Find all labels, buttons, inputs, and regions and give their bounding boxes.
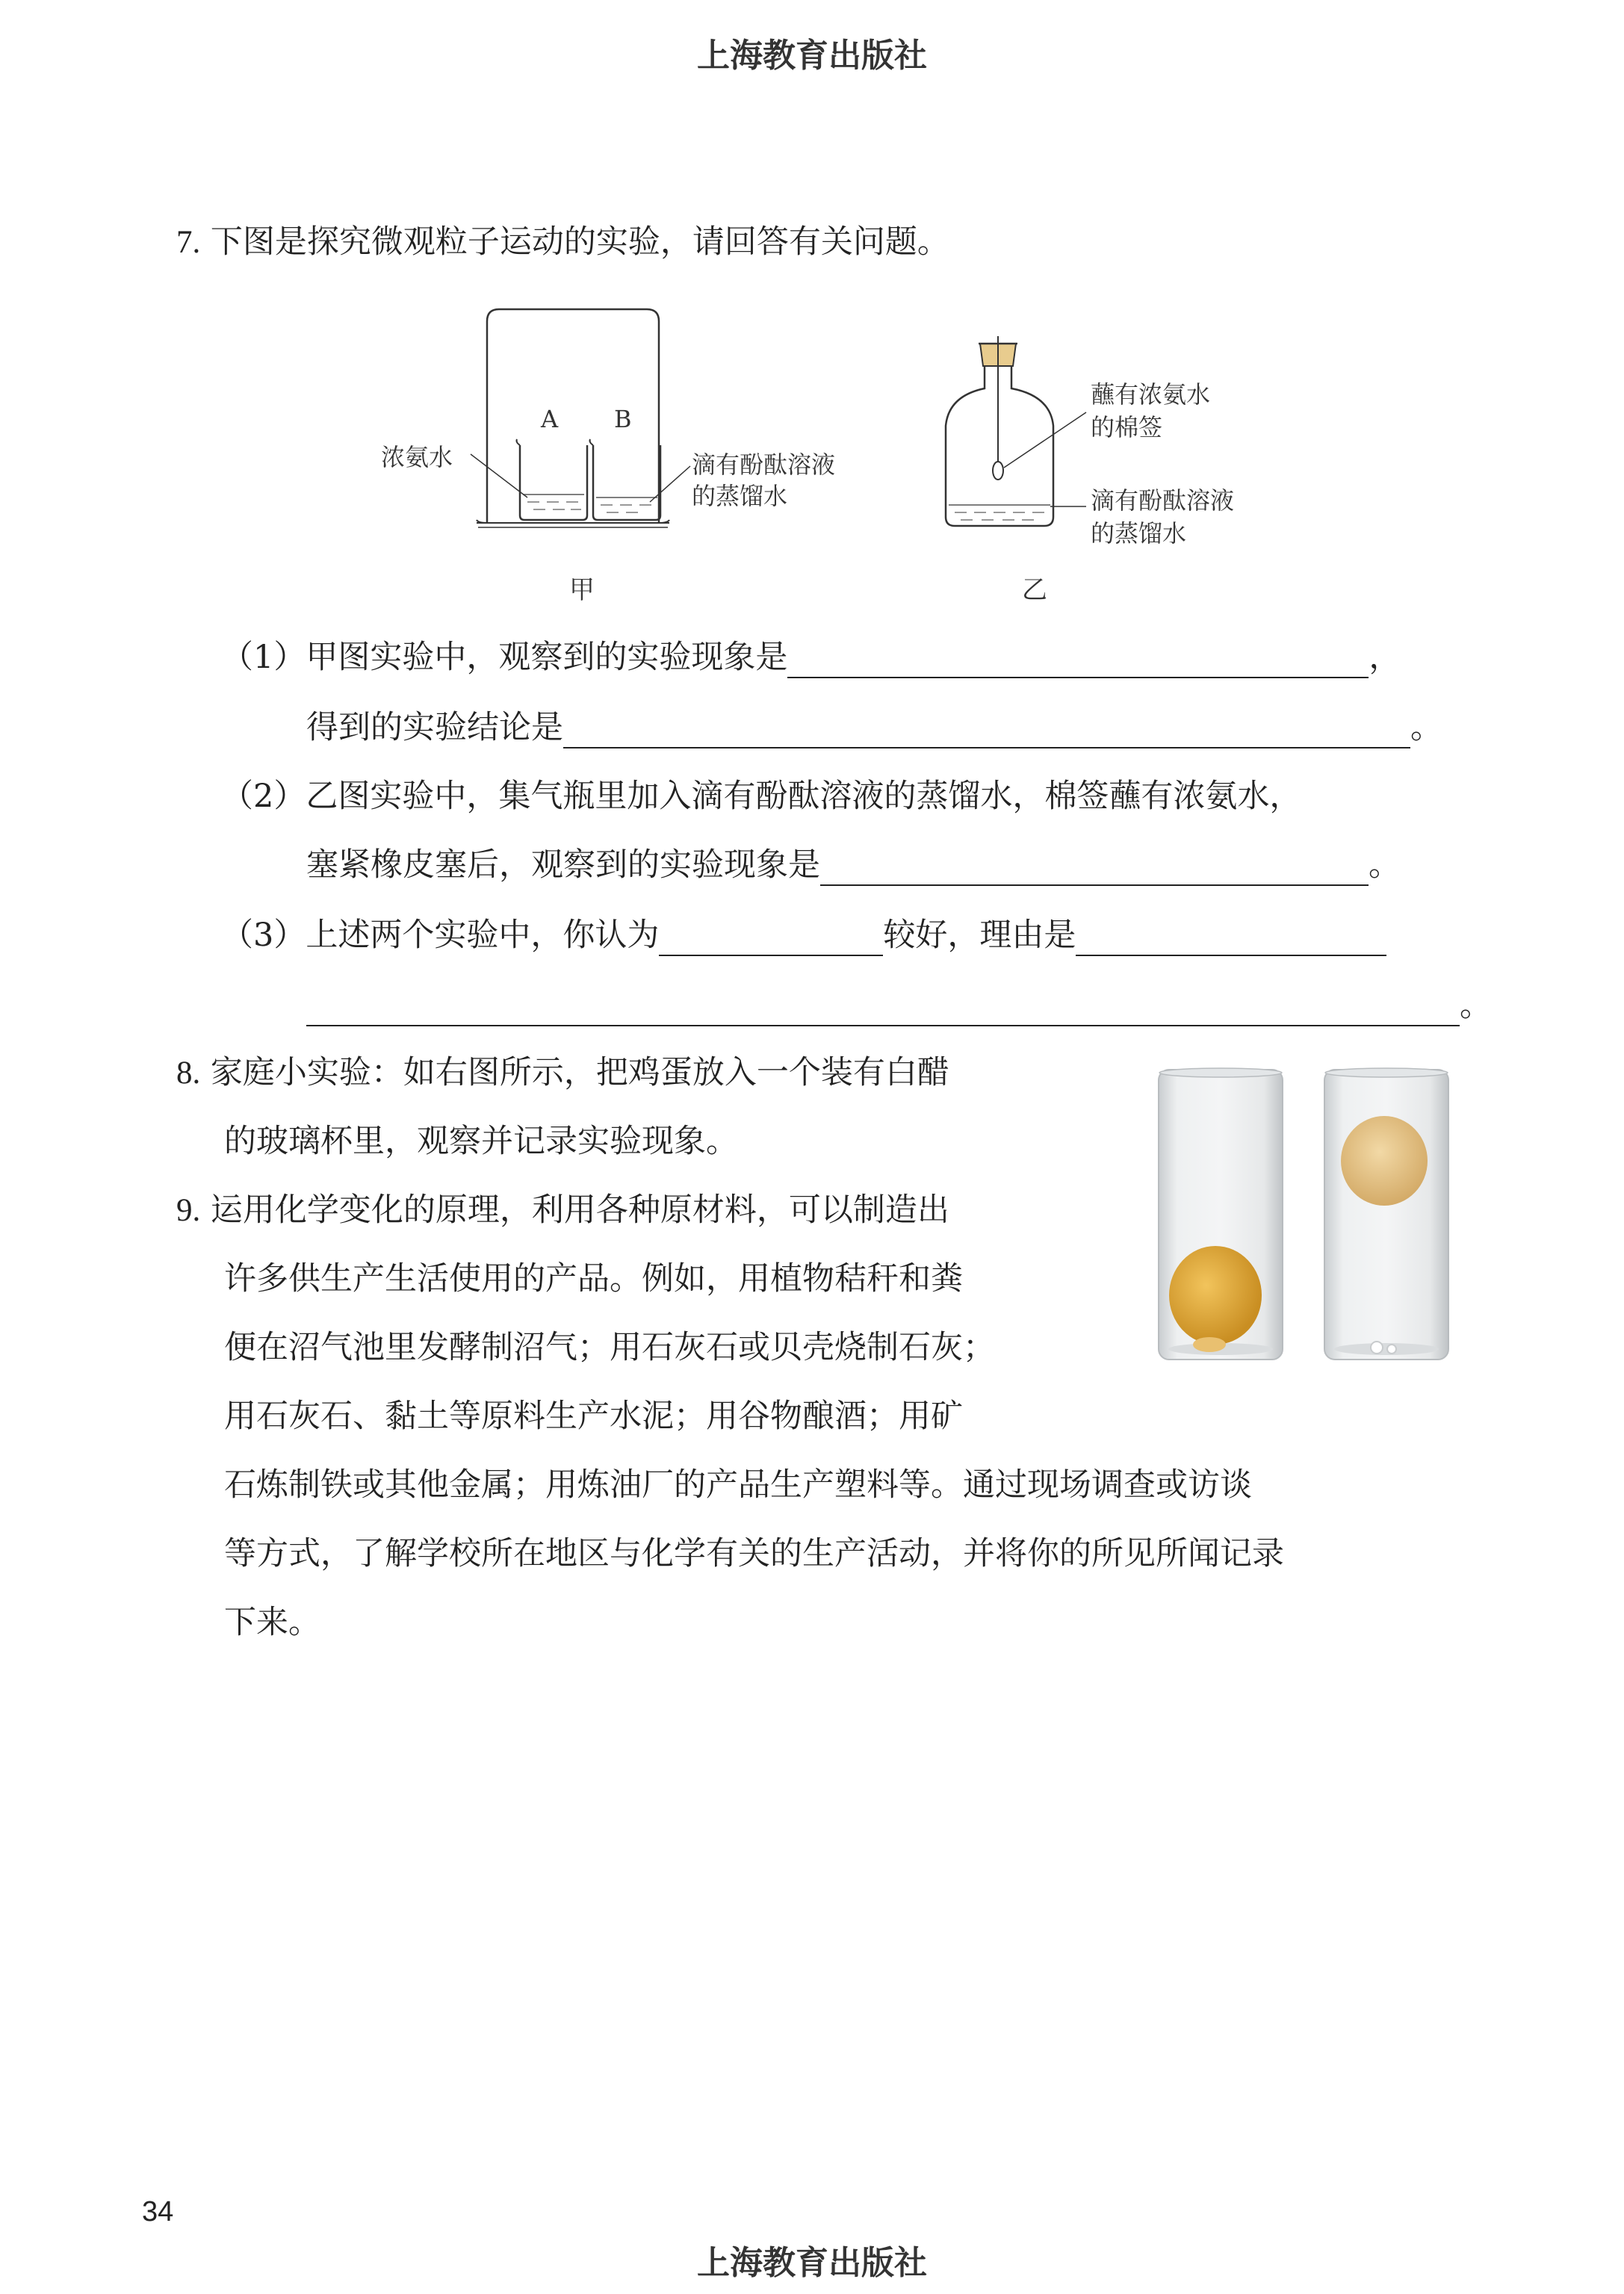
label-beaker-a: A <box>541 405 559 433</box>
label-phenolphthalein-water-yi-1: 滴有酚酞溶液 <box>1091 486 1235 515</box>
q7-sub1-answer-blank-1[interactable] <box>787 644 1369 678</box>
egg-in-vinegar-photo <box>1154 1067 1453 1365</box>
q9-line1 <box>176 1189 949 1232</box>
label-phenolphthalein-water-jia-1: 滴有酚酞溶液 <box>692 450 836 479</box>
q7-stem <box>176 221 949 264</box>
q7-sub1-answer-blank-2[interactable] <box>563 714 1410 748</box>
page-number: 34 <box>142 2196 174 2228</box>
q7-sub1-prompt-2: 得到的实验结论是 <box>306 709 563 746</box>
q9-line5: 石炼制铁或其他金属；用炼油厂的产品生产塑料等。通过现场调查或访谈 <box>224 1466 1252 1504</box>
q8-line1 <box>176 1052 949 1094</box>
q7-sub3-line2 <box>306 985 1492 1026</box>
q9-line3: 便在沼气池里发酵制沼气；用石灰石或贝壳烧制石灰； <box>224 1329 995 1366</box>
label-swab-ammonia-1: 蘸有浓氨水 <box>1091 380 1211 409</box>
q7-sub3-choice-blank[interactable] <box>659 922 883 956</box>
q9-line2: 许多供生产生活使用的产品。例如，用植物秸秆和粪 <box>224 1260 963 1298</box>
label-beaker-b: B <box>614 405 632 433</box>
q7-sub3-reason-blank-2[interactable] <box>306 992 1460 1026</box>
q7-sub2-line2 <box>306 844 1401 886</box>
q7-sub2-number: （2） <box>221 778 306 815</box>
q8-number: 8. <box>176 1055 201 1091</box>
label-phenolphthalein-water-jia-2: 的蒸馏水 <box>692 482 788 510</box>
q7-sub3-line1 <box>221 914 1386 956</box>
q7-sub1-comma: ， <box>1369 639 1401 676</box>
q7-sub3-prompt-1: 上述两个实验中，你认为 <box>306 917 660 954</box>
figure-caption-jia: 甲 <box>569 575 595 605</box>
figure-caption-yi: 乙 <box>1022 575 1047 605</box>
label-swab-ammonia-2: 的棉签 <box>1091 413 1163 441</box>
q7-sub1-end: 。 <box>1410 709 1442 746</box>
q7-sub3-number: （3） <box>221 917 306 954</box>
q7-sub2-prompt-2: 塞紧橡皮塞后，观察到的实验现象是 <box>306 846 820 884</box>
label-phenolphthalein-water-yi-2: 的蒸馏水 <box>1091 519 1187 548</box>
q7-sub2-prompt: 乙图实验中，集气瓶里加入滴有酚酞溶液的蒸馏水，棉签蘸有浓氨水， <box>306 778 1302 815</box>
q9-line4: 用石灰石、黏土等原料生产水泥；用谷物酿酒；用矿 <box>224 1398 963 1435</box>
q7-stem-text: 下图是探究微观粒子运动的实验，请回答有关问题。 <box>210 223 949 261</box>
q7-sub1-line1 <box>221 636 1401 678</box>
q8-text-1: 家庭小实验：如右图所示，把鸡蛋放入一个装有白醋 <box>210 1054 949 1091</box>
q7-sub3-reason-blank-1[interactable] <box>1076 922 1386 956</box>
q7-sub1-line2 <box>306 707 1442 748</box>
q9-line6: 等方式，了解学校所在地区与化学有关的生产活动，并将你的所见所闻记录 <box>224 1535 1284 1572</box>
q7-sub3-prompt-2: 较好，理由是 <box>883 917 1076 954</box>
label-concentrated-ammonia: 浓氨水 <box>381 443 453 471</box>
q9-line7: 下来。 <box>224 1604 320 1641</box>
page-header-publisher: 上海教育出版社 <box>697 37 927 75</box>
q7-sub1-prompt: 甲图实验中，观察到的实验现象是 <box>306 639 788 676</box>
q7-sub2-answer-blank[interactable] <box>820 852 1369 886</box>
q9-number: 9. <box>176 1193 201 1228</box>
q7-sub3-end: 。 <box>1460 987 1492 1024</box>
q7-sub2-end: 。 <box>1369 846 1401 884</box>
q7-sub2-line1 <box>221 775 1301 817</box>
page-footer-publisher: 上海教育出版社 <box>697 2244 927 2282</box>
q9-text-1: 运用化学变化的原理，利用各种原材料，可以制造出 <box>210 1191 949 1229</box>
q8-line2: 的玻璃杯里，观察并记录实验现象。 <box>224 1123 738 1160</box>
egg-photo-drawing <box>1154 1067 1453 1365</box>
q7-number: 7. <box>176 225 201 260</box>
q7-sub1-number: （1） <box>221 639 306 676</box>
